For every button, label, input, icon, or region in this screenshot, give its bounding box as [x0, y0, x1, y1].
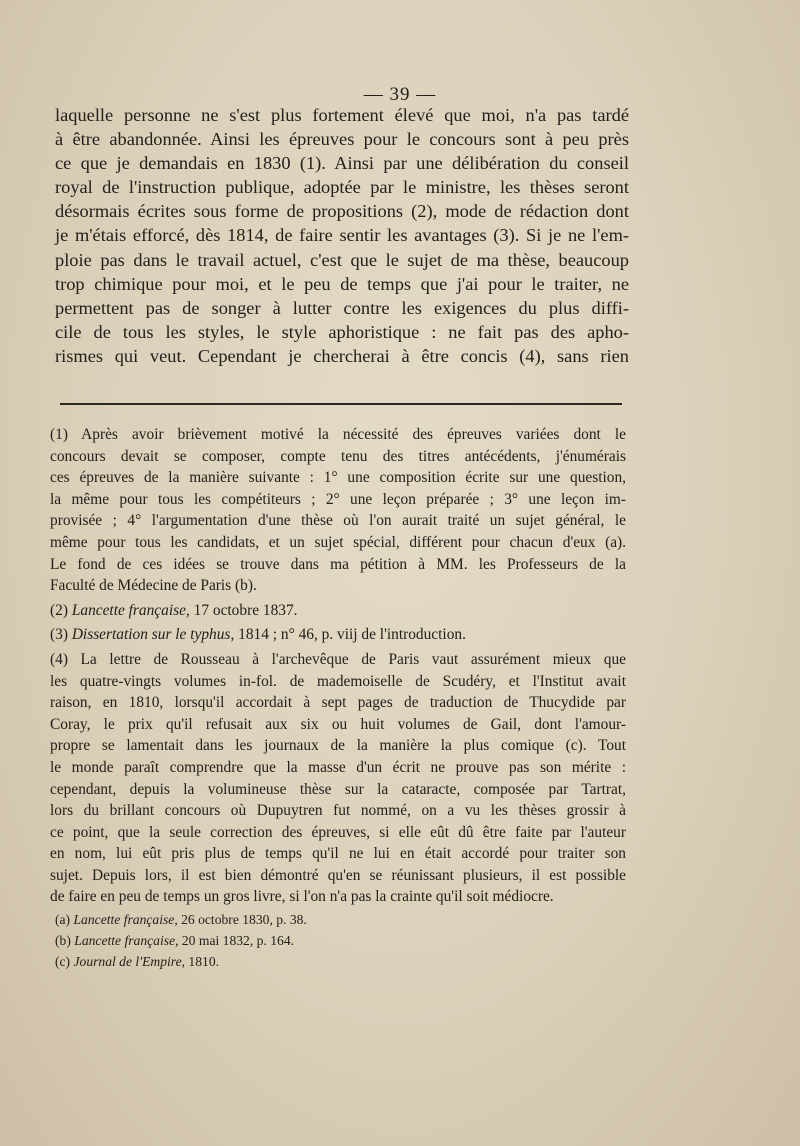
footnote-line: (1) Après avoir brièvement motivé la nécessité des épreuves variées dont le: [50, 426, 626, 443]
body-line: royal de l'instruction publique, adoptée par le ministre, les thèses seront: [55, 177, 629, 198]
body-line: laquelle personne ne s'est plus fortement élevé que moi, n'a pas tardé: [55, 105, 629, 125]
citation-title: Dissertation sur le typhus: [71, 626, 231, 644]
footnotes: [50, 424, 626, 908]
citation-detail: , 1810.: [181, 953, 220, 969]
footnote-line: Coray, le prix qu'il refusait aux six ou huit volumes de Gail, dont l'amour-: [50, 715, 626, 733]
citation-detail: , 20 mai 1832, p. 164.: [175, 932, 295, 948]
citation-title: Lancette française: [74, 932, 176, 948]
footnote-line: en nom, lui eût pris plus de temps qu'il ne lui en était accordé pour traiter son: [50, 845, 626, 863]
footnote-line: sujet. Depuis lors, il est bien démontré qu'en se réunissant plusieurs, il est possible: [50, 866, 626, 884]
footnote-line: la même pour tous les compétiteurs ; 2° une leçon préparée ; 3° une leçon im-: [50, 490, 626, 508]
footnote-marker: (b): [55, 932, 71, 948]
body-line: je m'étais efforcé, dès 1814, de faire sentir les avantages (3). Si je ne l'em-: [55, 225, 629, 246]
footnote-line: ce point, que la seule correction des épreuves, si elle eût dû être faite par l'auteur: [50, 823, 626, 841]
body-line: rismes qui veut. Cependant je chercherai à être concis (4), sans rien: [55, 345, 629, 366]
footnote-line: raison, en 1810, lorsqu'il accordait à sept pages de traduction de Thucydide par: [50, 694, 626, 712]
footnote-marker: (3): [50, 626, 68, 644]
sub-footnote-c: [55, 952, 307, 973]
citation-title: Journal de l'Empire: [73, 953, 182, 969]
footnote-marker: (2): [50, 601, 68, 619]
footnote-line: les quatre-vingts volumes in-fol. de mademoiselle de Scudéry, et l'Institut avait: [50, 672, 626, 690]
footnote-separator: [60, 403, 622, 405]
footnote-line: même pour tous les candidats, et un sujet spécial, différent pour chacun d'eux (a).: [50, 533, 626, 551]
body-line: ploie pas dans le travail actuel, c'est que le sujet de ma thèse, beaucoup: [55, 249, 629, 270]
body-line: ce que je demandais en 1830 (1). Ainsi par une délibération du conseil: [55, 153, 629, 174]
footnote-2: [50, 600, 626, 622]
citation-detail: , 1814 ; n° 46, p. viij de l'introduction.: [230, 626, 466, 644]
footnote-line: concours devait se composer, compte tenu des titres antécédents, j'énumérais: [50, 447, 626, 465]
citation-title: Lancette française: [73, 912, 175, 927]
page-number: — 39 —: [363, 84, 437, 105]
footnote-line: Le fond de ces idées se trouve dans ma pétition à MM. les Professeurs de la: [50, 555, 626, 573]
body-line: permettent pas de songer à lutter contre les exigences du plus diffi-: [55, 297, 629, 318]
footnote-marker: (c): [55, 953, 71, 969]
footnote-line: Faculté de Médecine de Paris (b).: [50, 577, 257, 595]
footnote-line: le monde paraît comprendre que la masse d'un écrit ne prouve pas son mérite :: [50, 758, 626, 776]
body-line: à être abandonnée. Ainsi les épreuves pour le concours sont à peu près: [55, 129, 629, 150]
body-line: cile de tous les styles, le style aphoristique : ne fait pas des apho-: [55, 321, 629, 342]
footnote-line: ces épreuves de la manière suivante : 1° une composition écrite sur une question,: [50, 469, 626, 487]
footnote-3: [50, 624, 626, 646]
citation-detail: 17 octobre 1837.: [189, 601, 298, 619]
body-line: désormais écrites sous forme de propositions (2), mode de rédaction dont: [55, 201, 629, 222]
footnote-1: [50, 424, 626, 597]
citation-detail: , 26 octobre 1830, p. 38.: [174, 912, 307, 927]
footnote-marker: (a): [55, 912, 71, 927]
footnote-line: de faire en peu de temps un gros livre, si l'on n'a pas la crainte qu'il soit médiocre.: [50, 888, 554, 906]
body-line: trop chimique pour moi, et le peu de temps que j'ai pour le traiter, ne: [55, 273, 629, 294]
footnote-line: lors du brillant concours où Dupuytren fut nommé, on a vu les thèses grossir à: [50, 802, 626, 820]
footnote-line: provisée ; 4° l'argumentation d'une thèse où l'on aurait traité un sujet général, le: [50, 512, 626, 530]
citation-title: Lancette française,: [71, 601, 190, 619]
sub-footnote-a: [55, 910, 307, 931]
sub-footnote-b: [55, 931, 307, 952]
footnote-4: [50, 649, 626, 908]
main-text: [55, 103, 629, 368]
footnote-line: cependant, depuis la volumineuse thèse sur la cataracte, composée par Tartrat,: [50, 780, 626, 798]
footnote-line: propre se lamentait dans les journaux de la manière la plus comique (c). Tout: [50, 737, 626, 755]
footnote-line: (4) La lettre de Rousseau à l'archevêque de Paris vaut assurément mieux que: [50, 650, 626, 668]
sub-footnotes: [55, 910, 307, 972]
